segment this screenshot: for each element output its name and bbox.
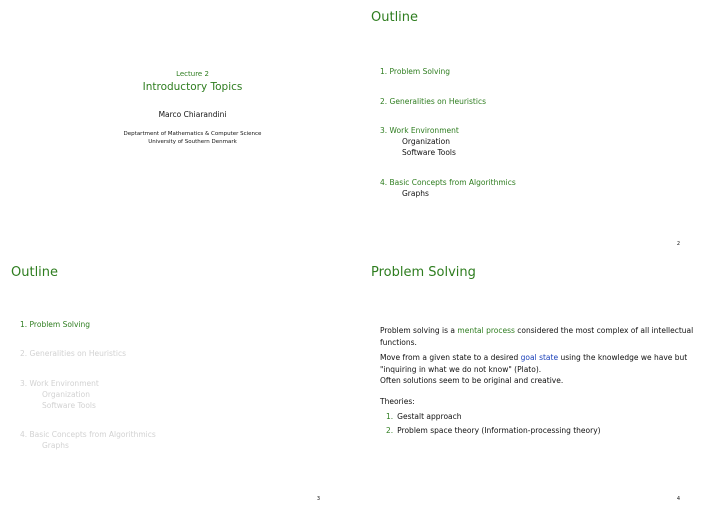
toc-section-4-faded[interactable]: 4. Basic Concepts from Algorithmics	[20, 430, 156, 439]
toc-section-1-current[interactable]: 1. Problem Solving	[20, 320, 91, 329]
slide-body	[380, 325, 700, 438]
list-item	[386, 411, 700, 423]
toc-section-3-faded[interactable]: 3. Work Environment	[20, 379, 99, 388]
highlight-mental-process: mental process	[457, 326, 515, 335]
toc-section-3[interactable]: 3. Work Environment	[380, 126, 459, 135]
list-number: 2.	[386, 425, 394, 435]
toc-section-2[interactable]: 2. Generalities on Heuristics	[380, 97, 486, 106]
page-number: 3	[316, 496, 320, 502]
department: Deptartment of Mathematics & Computer Science	[123, 131, 262, 137]
paragraph-goal-state	[380, 352, 700, 375]
toc-section-2-faded[interactable]: 2. Generalities on Heuristics	[20, 349, 126, 358]
list-text: Gestalt approach	[397, 412, 462, 421]
toc-subsection-software-tools[interactable]: Software Tools	[402, 148, 456, 157]
text-run: Problem solving is a	[380, 326, 458, 335]
highlight-goal-state: goal state	[520, 353, 559, 362]
list-text: Problem space theory (Information-processing theory)	[397, 425, 601, 435]
slide-title: Outline	[11, 265, 59, 280]
paragraph-definition	[380, 325, 700, 348]
author-name: Marco Chiarandini	[158, 110, 227, 119]
toc-subsection-organization[interactable]: Organization	[402, 137, 450, 146]
page-number: 4	[676, 496, 680, 502]
page-number: 2	[676, 241, 680, 247]
text-run: using the knowledge we have but "inquiring in what we do not know" (Plato).	[380, 353, 688, 374]
university: University of Southern Denmark	[148, 139, 237, 145]
toc-subsection-graphs-faded[interactable]: Graphs	[42, 441, 69, 450]
toc-subsection-graphs[interactable]: Graphs	[402, 189, 429, 198]
theories-label: Theories:	[380, 396, 415, 406]
list-number: 1.	[386, 412, 394, 421]
toc-subsection-organization-faded[interactable]: Organization	[42, 390, 90, 399]
slide-title: Problem Solving	[371, 265, 476, 280]
title-block	[40, 70, 345, 146]
list-item	[386, 425, 700, 437]
toc-section-4[interactable]: 4. Basic Concepts from Algorithmics	[380, 178, 516, 187]
outline-slide	[360, 0, 720, 255]
institution	[40, 130, 345, 146]
paragraph-creative: Often solutions seem to be original and creative.	[380, 376, 564, 385]
title-slide	[0, 0, 360, 255]
lecture-number: Lecture 2	[176, 70, 209, 78]
lecture-title: Introductory Topics	[142, 81, 243, 93]
outline-current-slide	[0, 255, 360, 510]
problem-solving-slide	[360, 255, 720, 510]
slide-title: Outline	[371, 10, 419, 25]
text-run: considered the most complex of all intellectual functions.	[380, 326, 694, 347]
toc-subsection-software-tools-faded[interactable]: Software Tools	[42, 401, 96, 410]
text-run: Move from a given state to a desired	[380, 353, 521, 362]
toc-section-1[interactable]: 1. Problem Solving	[380, 67, 451, 76]
theories-list	[380, 411, 700, 436]
